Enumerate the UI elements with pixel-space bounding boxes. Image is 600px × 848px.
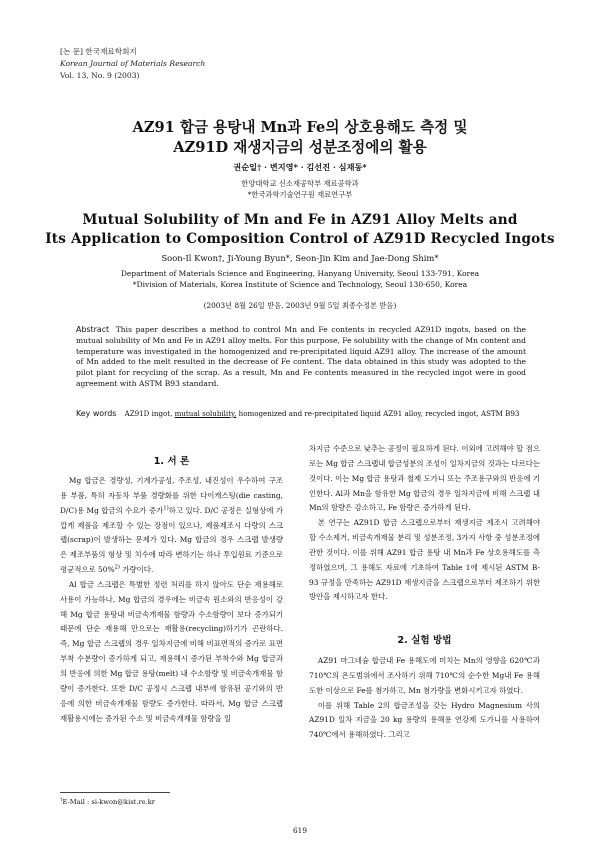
left-column bbox=[60, 474, 283, 726]
title-korean bbox=[30, 118, 570, 157]
title-english bbox=[20, 211, 580, 249]
footnote-email: E-Mail : si-kwon@kist.re.kr bbox=[62, 798, 155, 807]
keywords bbox=[76, 408, 536, 419]
paragraph bbox=[60, 474, 283, 578]
authors-english: Soon-Il Kwon†, Ji-Young Byun*, Seon-Jin Kim and Jae-Dong Shim* bbox=[161, 253, 439, 263]
affiliations-korean bbox=[30, 178, 570, 200]
title-english-line1: Mutual Solubility of Mn and Fe in AZ91 Alloy Melts and bbox=[82, 212, 518, 228]
keywords-label: Key words bbox=[76, 409, 117, 418]
footnote bbox=[60, 797, 155, 806]
paragraph-text: Mg 합금은 경량성, 기계가공성, 주조성, 내진성이 우수하여 구조용 부품, 특히 자동차 부품 경량화를 위한 다이캐스팅(die casting, D/C)용 Mg 합금의 수요가 증가 bbox=[60, 476, 283, 515]
keyword-rest: homogenized and re-precipitated liquid AZ91 alloy, recycled ingot, ASTM B93 bbox=[238, 409, 520, 418]
footnote-mark: † bbox=[60, 797, 63, 803]
abstract bbox=[76, 325, 526, 390]
received-dates: (2003년 8월 26일 받음, 2003년 9월 5일 최종수정본 받음) bbox=[203, 301, 397, 310]
affiliation-korean-1: 한양대학교 신소재공학부 재료공학과 bbox=[241, 179, 359, 188]
citation-ref: 2) bbox=[114, 564, 121, 571]
paragraph: Al 합금 스크랩은 특별한 정련 처리를 하지 않아도 단순 재용해로 사용이 가능하나, Mg 합금의 경우에는 비금속 원소와의 반응성이 강해 Mg 합금 용탕내 비금속개재물 함량과 수소함량이 보다 증가되기 때문에 단순 재용해 만으로는 재활용(recycling)하기가 곤란하다. 즉, Mg 합금 스크랩의 경우 일차지금에 비해 비표면적의 증가로 표면부착 수분량이 증가하게 되고, 재용해시 증가된 부착수와 Mg 합금과의 반응에 의한 Mg 합금 용탕(melt) 내 수소함량 및 비금속개재물 함량이 증가한다. 또한 D/C 공정시 스크랩 내부에 함유된 공기와의 반응에 의한 비금속개재물 함량도 증가한다. 따라서, Mg 합금 스크랩 재활용시에는 증가된 수소 및 비금속개재물 함량을 일 bbox=[60, 579, 283, 723]
paragraph: AZ91 마그네슘 합금내 Fe 용해도에 미치는 Mn의 영향을 620℃과 710℃의 온도범위에서 조사하기 위해 710℃의 순수한 Mg내 Fe 용해도한 이상으로 Fe를 첨가하고, Mn 첨가량을 변화시키고자 하였다. bbox=[309, 656, 540, 695]
right-column-bottom bbox=[309, 654, 540, 743]
abstract-label: Abstract bbox=[76, 325, 110, 334]
journal-name-ko: [논 문] 한국재료학회지 bbox=[60, 47, 137, 56]
paragraph: 이를 위해 Table 2의 합금조성을 갖는 Hydro Magnesium 사의 AZ91D 일차 지금을 20 kg 용량의 용해용 연강제 도가니를 사용하여 740℃에서 용해하였다. 그리고 bbox=[309, 700, 540, 740]
affiliation-english-2: *Division of Materials, Korea Institute of Science and Technology, Seoul 130-650, Korea bbox=[132, 280, 468, 289]
title-korean-line2: AZ91D 재생지금의 성분조정에의 활용 bbox=[173, 138, 427, 156]
paragraph-text: 가량이다. bbox=[120, 565, 154, 575]
authors-korean: 권순일† · 변지영* · 김선진 · 심재동* bbox=[233, 162, 367, 172]
abstract-text: This paper describes a method to control Mn and Fe contents in recycled AZ91D ingots, based on the mutual solubility of Mn and Fe in AZ91 alloy melts. For this purpose, Fe solubility with the change of Mn content and temperature was investigated in the homogenized and re-precipitated liquid AZ91 alloy. The increase of the amount of Mn added to the melt resulted in the decrease of Fe content. The data obtained in this study was adopted to the pilot plant for recycling of the scrap. As a result, Mn and Fe contents measured in the recycled ingot were in good agreement with ASTM B93 standard. bbox=[76, 325, 526, 388]
keyword-2: mutual solubility, bbox=[174, 409, 237, 418]
footnote-divider bbox=[60, 792, 170, 793]
right-column-top bbox=[309, 442, 540, 605]
page-number: 619 bbox=[293, 826, 307, 835]
journal-volume: Vol. 13, No. 9 (2003) bbox=[60, 71, 140, 80]
section-1-heading: 1. 서 론 bbox=[153, 456, 190, 467]
keyword-1: AZ91D ingot, bbox=[124, 409, 173, 418]
paragraph: 본 연구는 AZ91D 합금 스크랩으로부터 재생지금 제조시 고려해야 할 수소제거, 비금속개재물 분리 및 성분조정, 3가지 사항 중 성분조정에 관한 것이다. 이를 위해 AZ91 합금 용탕 내 Mn과 Fe 상호용해도를 측정하였으며, 그 용해도 자료에 기초하여 Table 1에 제시된 ASTM B-93 규정을 만족하는 AZ91D 재생지금을 스크랩으로부터 제조하기 위한 방안을 제시하고자 한다. bbox=[309, 518, 540, 602]
journal-name-en: Korean Journal of Materials Research bbox=[60, 59, 206, 68]
citation-ref: 1) bbox=[163, 505, 169, 512]
section-2-heading: 2. 실험 방법 bbox=[397, 635, 452, 646]
journal-header bbox=[60, 46, 205, 82]
title-korean-line1: AZ91 합금 용탕내 Mn과 Fe의 상호용해도 측정 및 bbox=[132, 119, 468, 136]
affiliation-korean-2: *한국과학기술연구원 재료연구부 bbox=[247, 190, 353, 199]
title-english-line2: Its Application to Composition Control of AZ91D Recycled Ingots bbox=[45, 231, 555, 247]
paragraph-text: 하고 있다. D/C 공정은 실형상에 가깝게 제품을 제조할 수 있는 장점이 있으나, 제품제조시 다량의 스크랩(scrap)이 발생하는 문제가 있다. Mg 합금의 경우 스크랩 발생량은 제조부품의 형상 및 치수에 따라 변하기는 하나 투입원료 기준으로 평균적으로 50% bbox=[60, 505, 283, 575]
affiliations-english bbox=[30, 268, 570, 290]
affiliation-english-1: Department of Materials Science and Engineering, Hanyang University, Seoul 133-791, Korea bbox=[120, 269, 480, 278]
paragraph: 차지금 수준으로 낮추는 공정이 필요하게 된다. 이외에 고려해야 할 점으로는 Mg 합금 스크랩내 합금성분의 조성이 일차지금의 것과는 다르다는 것이다. 이는 Mg 합금 용탕과 철제 도가니 또는 주조용구와의 반응에 기인한다. Al과 Mn을 함유한 Mg 합금의 경우 일차지금에 비해 스크랩 내 Mn의 함량은 감소하고, Fe 함량은 증가하게 된다. bbox=[309, 444, 540, 513]
